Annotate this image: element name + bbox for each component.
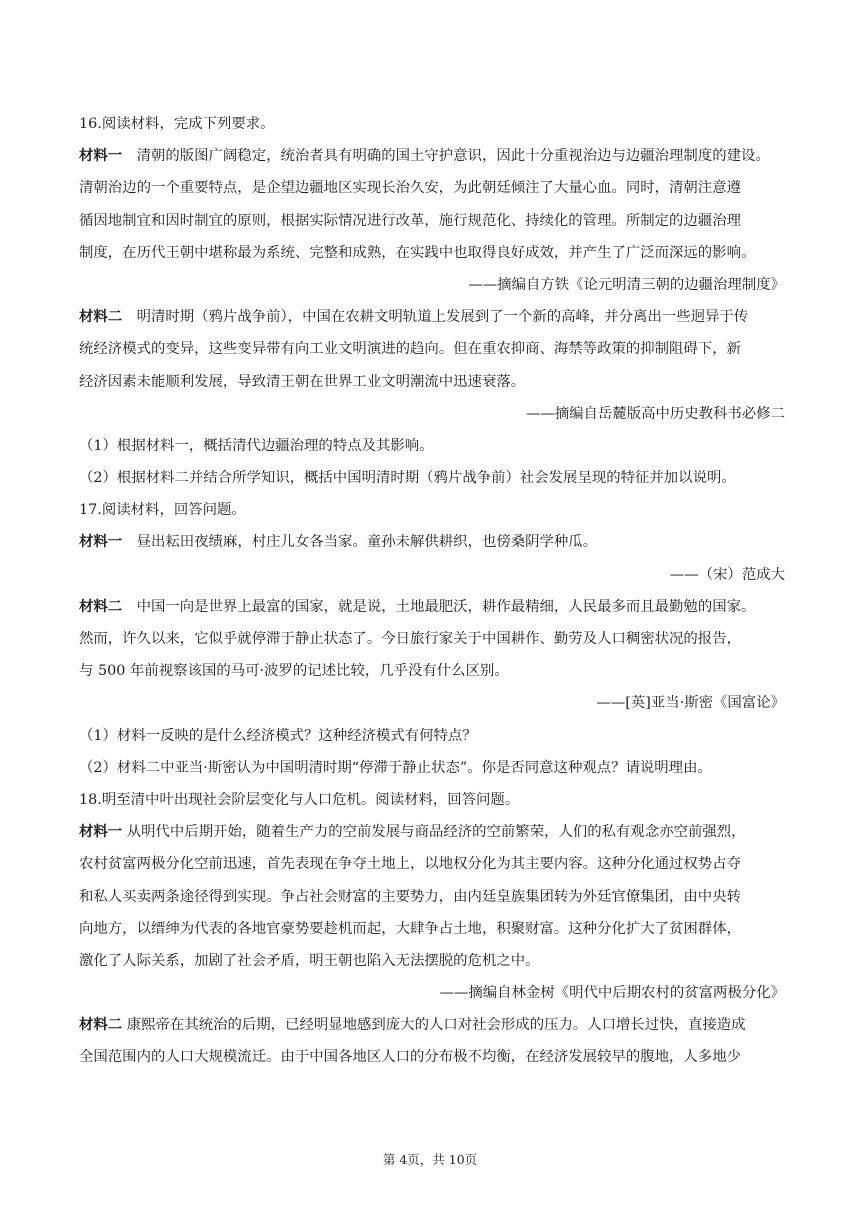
q17-subquestion-2: （2）材料二中亚当·斯密认为中国明清时期“停滞于静止状态”。你是否同意这种观点？请说明理由。: [79, 759, 712, 776]
material-label: 材料一: [79, 534, 123, 551]
material-label: 材料二: [79, 309, 123, 326]
q17-material-1-source: ——（宋）范成大: [669, 566, 785, 583]
q17-material-2-line: 材料二 中国一向是世界上最富的国家，就是说，土地最肥沃，耕作最精细，人民最多而且最勤勉的国家。: [79, 598, 756, 615]
q18-material-1-line: 激化了人际关系，加剧了社会矛盾，明王朝也陷入无法摆脱的危机之中。: [79, 952, 540, 969]
q16-subquestion-2: （2）根据材料二并结合所学知识，概括中国明清时期（鸦片战争前）社会发展呈现的特征并加以说明。: [79, 470, 736, 487]
q16-material-2-source: ——摘编自岳麓版高中历史教科书必修二: [525, 405, 785, 422]
q18-material-1-line: 农村贫富两极分化空前迅速，首先表现在争夺土地上，以地权分化为其主要内容。这种分化通过权势占夺: [79, 856, 741, 873]
q17-material-2-line: 然而，许久以来，它似乎就停滞于静止状态了。今日旅行家关于中国耕作、勤劳及人口稠密状况的报告，: [79, 631, 741, 647]
q17-material-1-line: 材料一 昼出耘田夜绩麻，村庄儿女各当家。童孙未解供耕织，也傍桑阴学种瓜。: [79, 534, 598, 551]
q16-material-1-line: 制度，在历代王朝中堪称最为系统、完整和成熟，在实践中也取得良好成效，并产生了广泛而深远的影响。: [79, 244, 756, 261]
material-label: 材料一: [79, 824, 123, 841]
q18-material-1-line: 向地方，以缙绅为代表的各地官豪势要趁机而起，大肆争占土地，积聚财富。这种分化扩大了贫困群体，: [79, 920, 741, 937]
q16-material-1-line: 清朝治边的一个重要特点，是企望边疆地区实现长治久安，为此朝廷倾注了大量心血。同时，清朝注意遵: [79, 180, 741, 197]
q18-material-1-line: 材料一 从明代中后期开始，随着生产力的空前发展与商品经济的空前繁荣，人们的私有观念亦空前强烈，: [79, 824, 746, 841]
q18-material-2-line: 全国范围内的人口大规模流迁。由于中国各地区人口的分布极不均衡，在经济发展较早的腹地，人多地少: [79, 1049, 741, 1066]
q16-material-2-line: 材料二 明清时期（鸦片战争前），中国在农耕文明轨道上发展到了一个新的高峰，并分离出一些迥异于传: [79, 309, 749, 326]
q16-material-1-line: 循因地制宜和因时制宜的原则，根据实际情况进行改革，施行规范化、持续化的管理。所制定的边疆治理: [79, 212, 741, 229]
q18-material-2-line: 材料二 康熙帝在其统治的后期，已经明显地感到庞大的人口对社会形成的压力。人口增长过快，直接造成: [79, 1017, 746, 1034]
material-label: 材料一: [79, 148, 123, 165]
q16-subquestion-1: （1）根据材料一，概括清代边疆治理的特点及其影响。: [79, 437, 434, 454]
question-16-title: 16.阅读材料，完成下列要求。: [79, 116, 275, 132]
document-page: [79, 108, 785, 1074]
q17-material-2-source: ——[英]亚当·斯密《国富论》: [596, 695, 785, 712]
material-label: 材料二: [79, 598, 123, 615]
q16-material-2-line: 经济因素未能顺利发展，导致清王朝在世界工业文明潮流中迅速衰落。: [79, 373, 526, 390]
q16-material-2-line: 统经济模式的变异，这些变异带有向工业文明演进的趋向。但在重农抑商、海禁等政策的抑制阻碍下，新: [79, 341, 741, 358]
material-label: 材料二: [79, 1017, 123, 1034]
q17-subquestion-1: （1）材料一反映的是什么经济模式？这种经济模式有何特点？: [79, 727, 477, 744]
page-footer: 第 4页，共 10页: [382, 1152, 478, 1167]
q17-material-2-line: 与 500 年前视察该国的马可·波罗的记述比较，几乎没有什么区别。: [79, 663, 509, 680]
q18-material-1-source: ——摘编自林金树《明代中后期农村的贫富两极分化》: [439, 985, 785, 1002]
q16-material-1-line: 材料一 清朝的版图广阔稳定，统治者具有明确的国土守护意识，因此十分重视治边与边疆治理制度的建设。: [79, 148, 770, 165]
q18-material-1-line: 和私人买卖两条途径得到实现。争占社会财富的主要势力，由内廷皇族集团转为外廷官僚集团，由中央转: [79, 888, 741, 905]
q16-material-1-source: ——摘编自方铁《论元明清三朝的边疆治理制度》: [468, 276, 785, 293]
question-17-title: 17.阅读材料，回答问题。: [79, 502, 246, 519]
question-18-title: 18.明至清中叶出现社会阶层变化与人口危机。阅读材料，回答问题。: [79, 791, 520, 808]
